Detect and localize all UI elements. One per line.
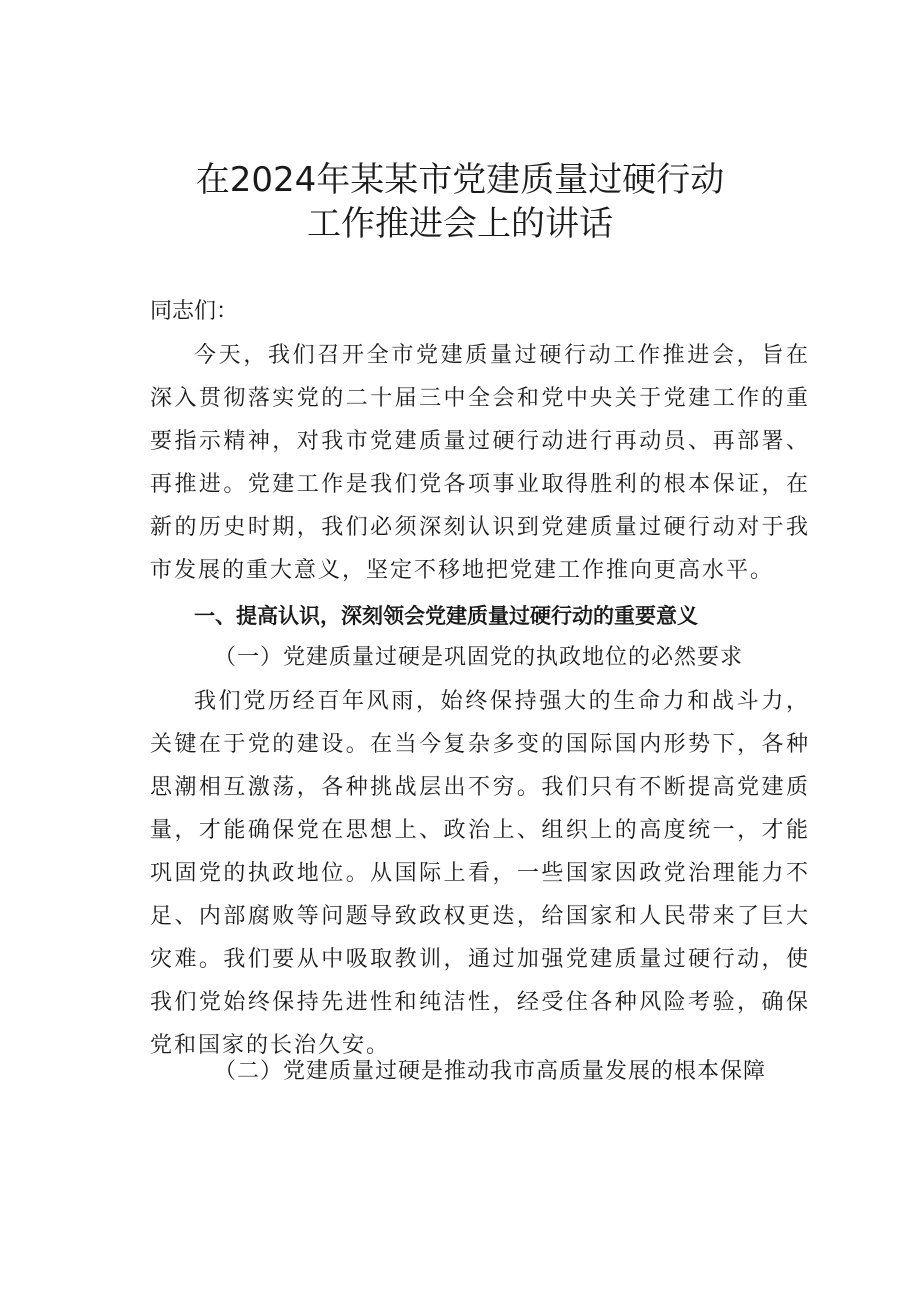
paragraph-subsection-1: 我们党历经百年风雨，始终保持强大的生命力和战斗力，关键在于党的建设。在当今复杂多变的国际国内形势下，各种思潮相互激荡，各种挑战层出不穷。我们只有不断提高党建质量，才能确保党在思想上、政治上、组织上的高度统一，才能巩固党的执政地位。从国际上看，一些国家因政党治理能力不足、内部腐败等问题导致政权更迭，给国家和人民带来了巨大灾难。我们要从中吸取教训，通过加强党建质量过硬行动，使我们党始终保持先进性和纯洁性，经受住各种风险考验，确保党和国家的长治久安。 bbox=[150, 689, 810, 1058]
subsection-heading-1: （一）党建质量过硬是巩固党的执政地位的必然要求 bbox=[214, 645, 744, 670]
section-heading-1: 一、提高认识，深刻领会党建质量过硬行动的重要意义 bbox=[194, 604, 698, 628]
paragraph-intro: 今天，我们召开全市党建质量过硬行动工作推进会，旨在深入贯彻落实党的二十届三中全会和党中央关于党建工作的重要指示精神，对我市党建质量过硬行动进行再动员、再部署、再推进。党建工作是我们党各项事业取得胜利的根本保证，在新的历史时期，我们必须深刻认识到党建质量过硬行动对于我市发展的重大意义，坚定不移地把党建工作推向更高水平。 bbox=[150, 343, 810, 583]
document-title-line-1: 在2024年某某市党建质量过硬行动 bbox=[195, 160, 725, 200]
subsection-heading-2: （二）党建质量过硬是推动我市高质量发展的根本保障 bbox=[214, 1059, 767, 1084]
document-title-line-2: 工作推进会上的讲话 bbox=[307, 204, 613, 244]
salutation: 同志们： bbox=[150, 299, 239, 324]
